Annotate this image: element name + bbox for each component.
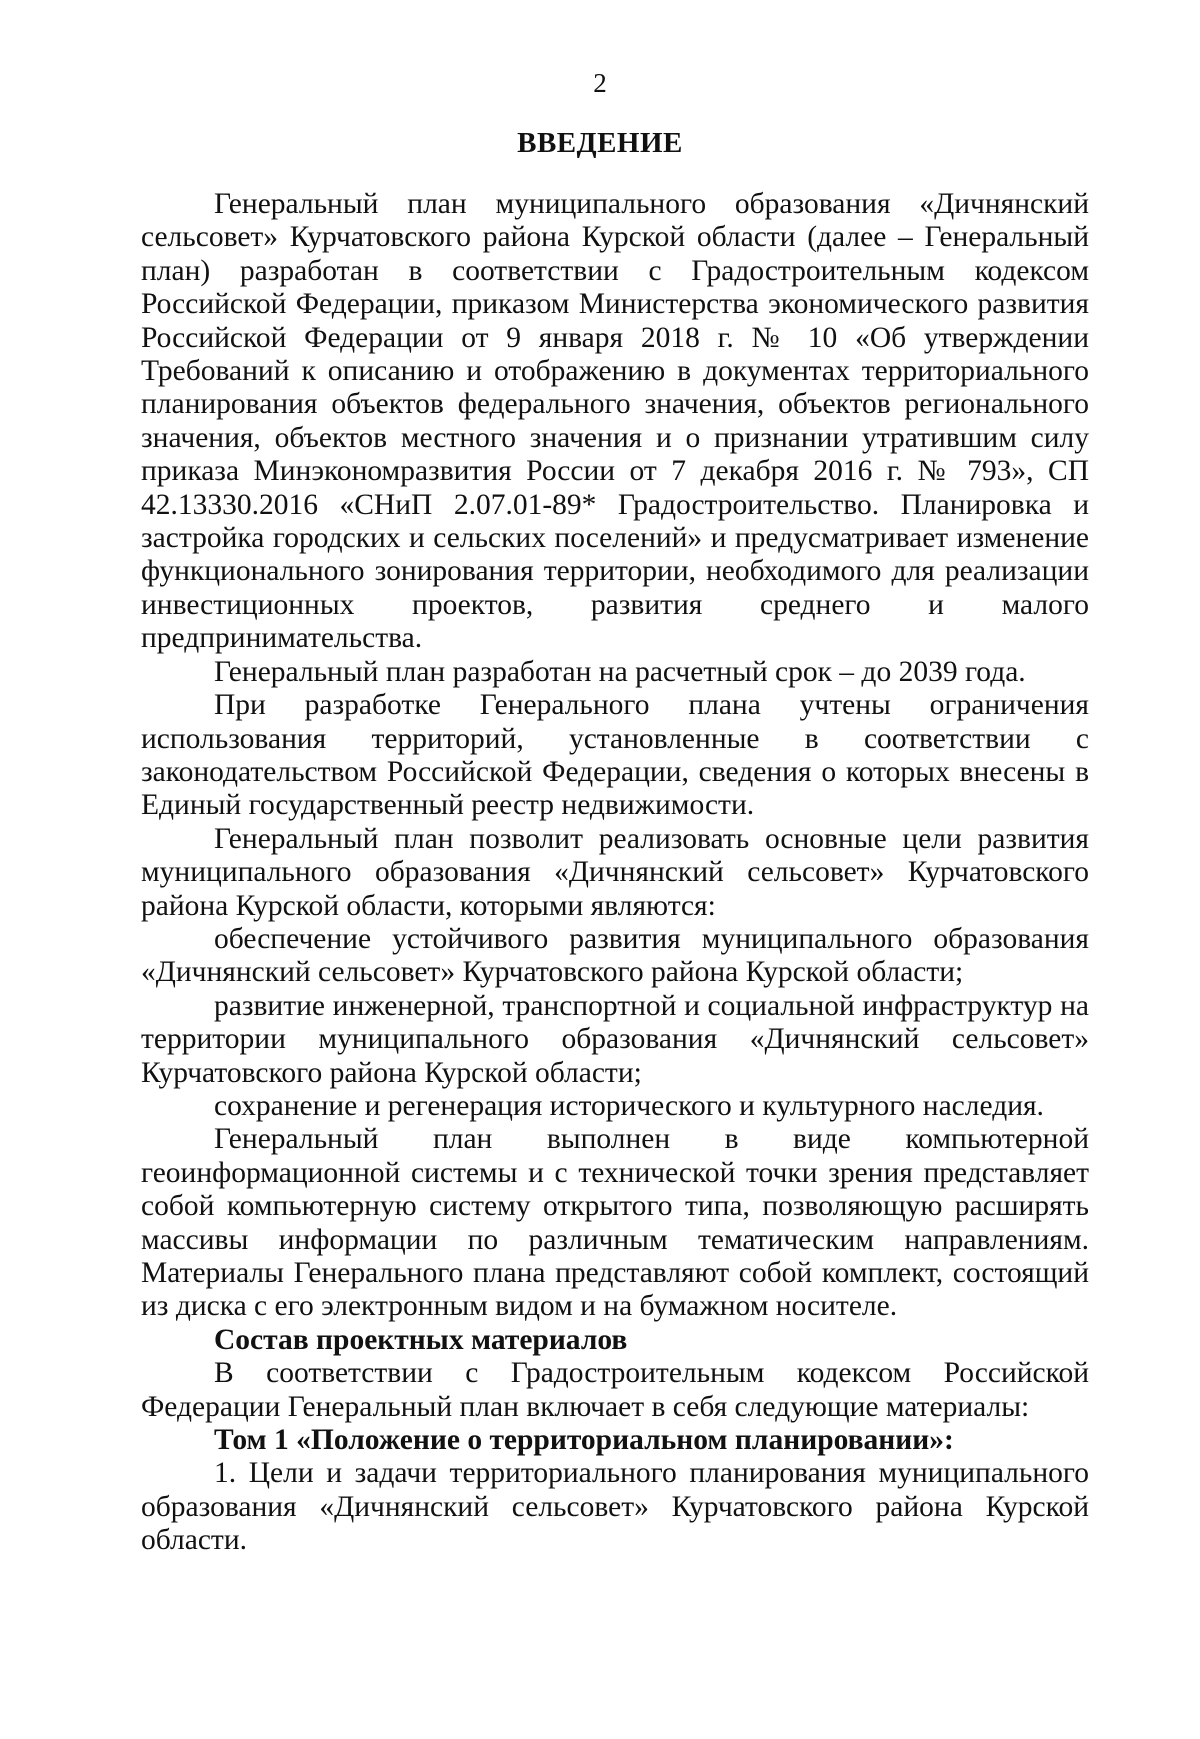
paragraph-intro: Генеральный план муниципального образования «Дичнянский сельсовет» Курчатовского района Курской области (далее – Генеральный план) разработан в соответствии с Градостроительным кодексом Российской Федерации, приказом Министерства экономического развития Российской Федерации от 9 января 2018 г. № 10 «Об утверждении Требований к описанию и отображению в документах территориального планирования объектов федерального значения, объектов регионального значения, объектов местного значения и о признании утратившим силу приказа Минэкономразвития России от 7 декабря 2016 г. № 793», СП 42.13330.2016 «СНиП 2.07.01-89* Градостроительство. Планировка и застройка городских и сельских поселений» и предусматривает изменение функционального зонирования территории, необходимого для реализации инвестиционных проектов, развития среднего и малого предпринимательства. <box>141 188 1089 655</box>
document-body <box>141 188 1089 1558</box>
paragraph-restrictions: При разработке Генерального плана учтены ограничения использования территорий, установленные в соответствии с законодательством Российской Федерации, сведения о которых внесены в Единый государственный реестр недвижимости. <box>141 689 1089 822</box>
paragraph-gis: Генеральный план выполнен в виде компьютерной геоинформационной системы и с технической точки зрения представляет собой компьютерную систему открытого типа, позволяющую расширять массивы информации по различным тематическим направлениям. Материалы Генерального плана представляют собой комплект, состоящий из диска с его электронным видом и на бумажном носителе. <box>141 1123 1089 1323</box>
page-title: ВВЕДЕНИЕ <box>517 127 683 159</box>
goal-item-infrastructure: развитие инженерной, транспортной и социальной инфраструктур на территории муниципального образования «Дичнянский сельсовет» Курчатовского района Курской области; <box>141 989 1089 1089</box>
volume-heading: Том 1 «Положение о территориальном планировании»: <box>214 1424 954 1457</box>
paragraph-goals: Генеральный план позволит реализовать основные цели развития муниципального образования «Дичнянский сельсовет» Курчатовского района Курской области, которыми являются: <box>141 822 1089 922</box>
goal-item-sustainable-development: обеспечение устойчивого развития муниципального образования «Дичнянский сельсовет» Курчатовского района Курской области; <box>141 922 1089 989</box>
page-number: 2 <box>593 68 607 98</box>
list-item-goals: 1. Цели и задачи территориального планирования муниципального образования «Дичнянский сельсовет» Курчатовского района Курской области. <box>141 1457 1089 1557</box>
goal-item-heritage: сохранение и регенерация исторического и культурного наследия. <box>214 1089 1044 1122</box>
paragraph-materials: В соответствии с Градостроительным кодексом Российской Федерации Генеральный план включает в себя следующие материалы: <box>141 1357 1089 1423</box>
section-heading: Состав проектных материалов <box>214 1323 628 1356</box>
paragraph-term: Генеральный план разработан на расчетный срок – до 2039 года. <box>214 655 1026 688</box>
